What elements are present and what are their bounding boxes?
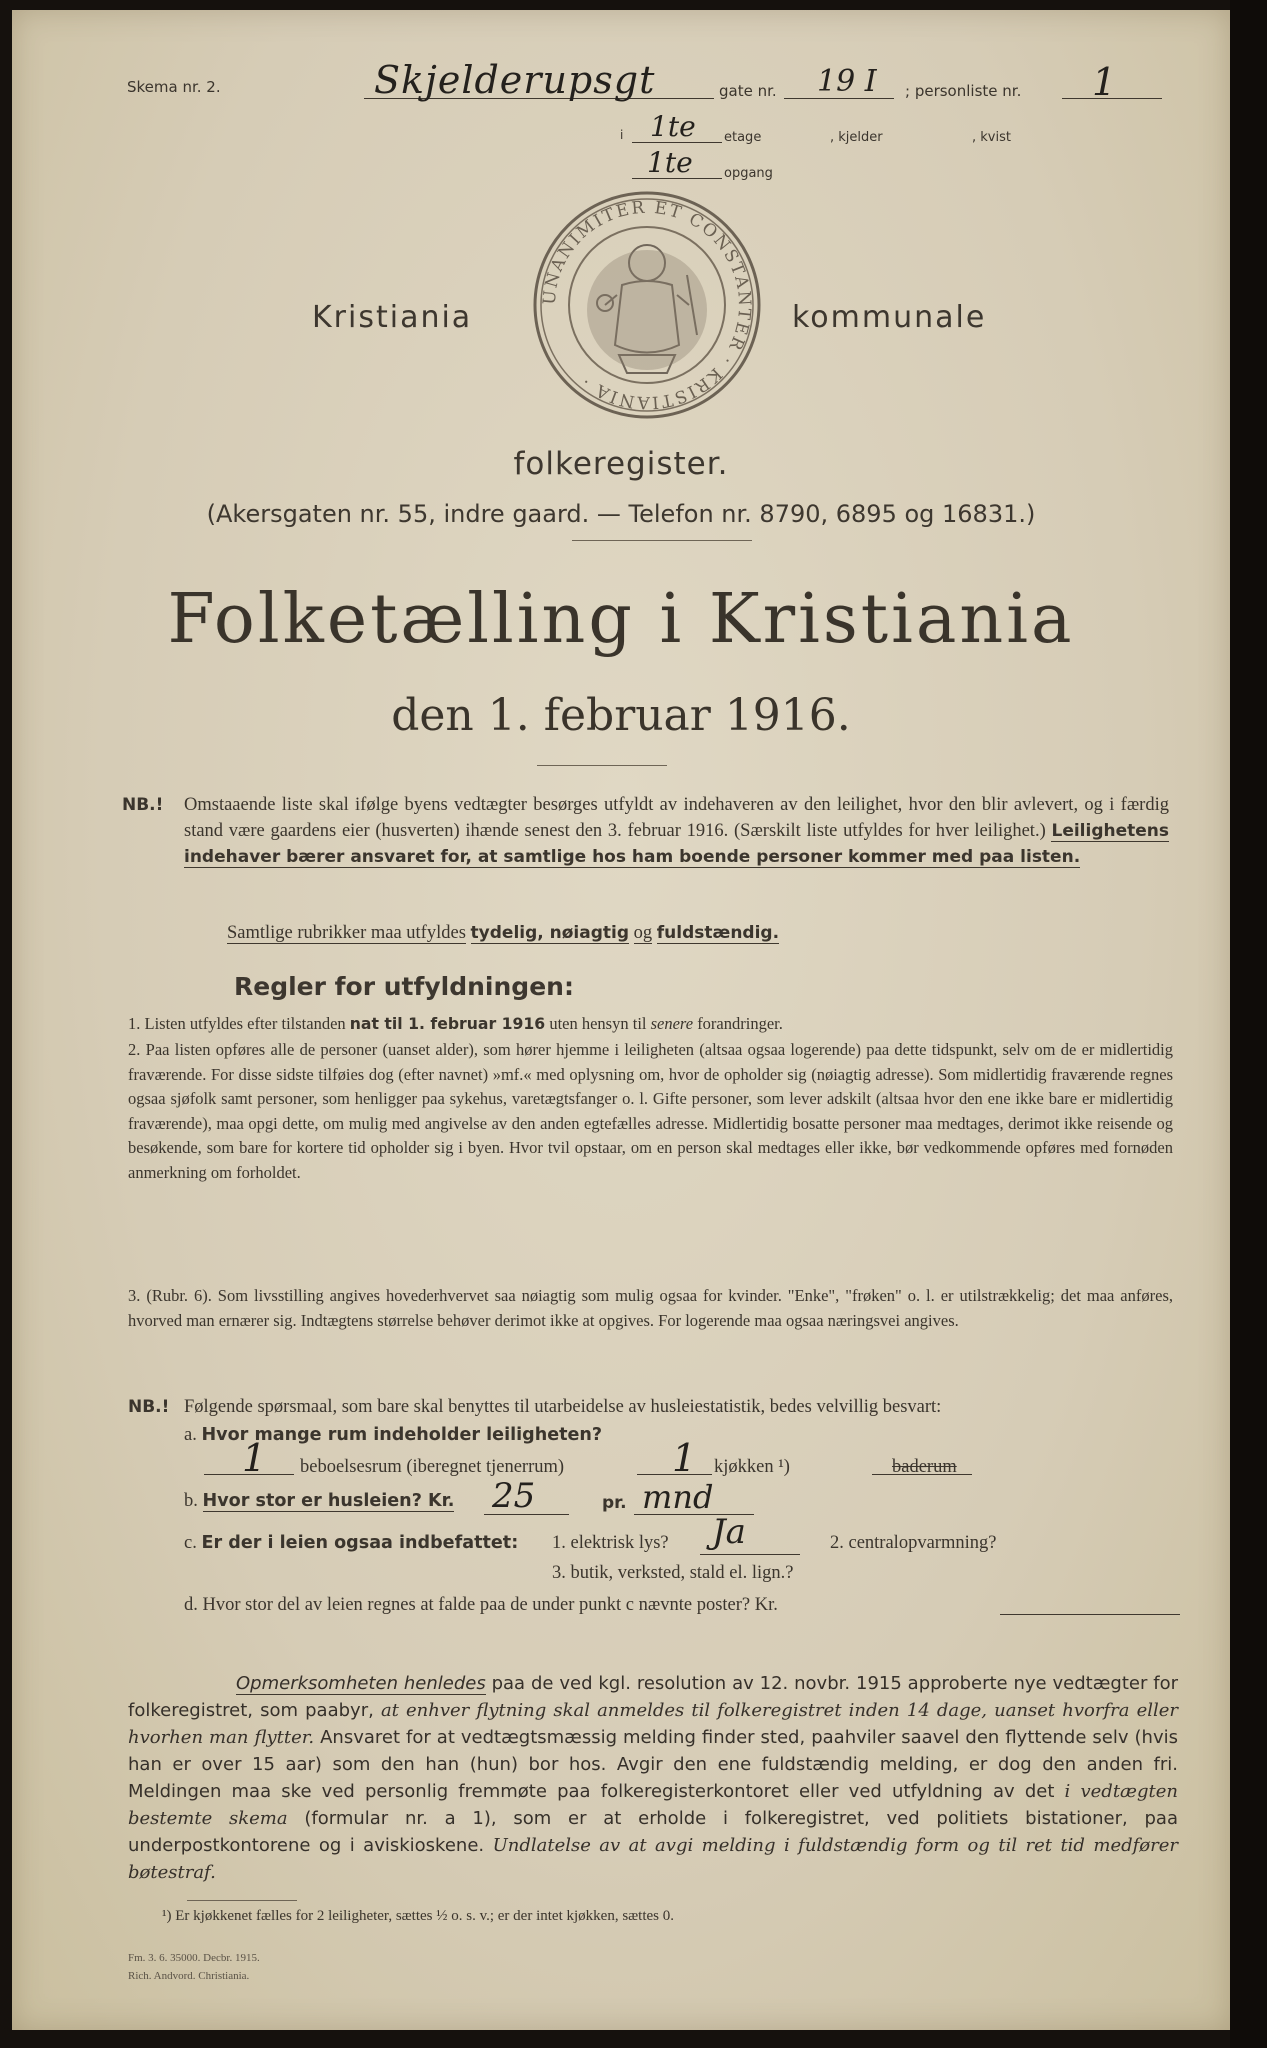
question-c-letter: c.: [184, 1533, 197, 1553]
attention-paragraph: [128, 1670, 1178, 1886]
rule-1-text-c: forandringer.: [697, 1014, 783, 1033]
kvist-label: , kvist: [972, 130, 1011, 145]
nb1-line2-og: og: [633, 923, 653, 943]
shop-label: 3. butik, verksted, stald el. lign.?: [552, 1563, 794, 1583]
etage-label: etage: [724, 130, 762, 145]
gate-number-handwritten: 19 I: [817, 64, 877, 99]
attention-italic-c: Undlatelse av at avgi melding i fuldstændig form og til ret tid medfører bøtestraf.: [128, 1835, 1178, 1883]
nb1-label: NB.!: [122, 795, 164, 815]
printer-line-1: Fm. 3. 6. 35000. Decbr. 1915.: [128, 1952, 260, 1964]
personliste-number-handwritten: 1: [1092, 60, 1117, 104]
rule-2-text: 2. Paa listen opføres alle de personer (uanset alder), som hører hjemme i leiligheten (altsaa ogsaa logerende) paa dette tidspunkt, selv om de er midlertidig fraværende. For disse sidste tilføies dog (efter navnet) »mf.« med oplysning om, hvor de opholder sig (nøiagtig adresse). Som midlertidig fraværende regnes ogsaa sjøfolk samt personer, som henligger paa sykehus, varetægtsfanger o. l. Gifte personer, som lever adskilt (altsaa hvor den ene ikke bare er midlertidig fraværende), maa opgi dette, om mulig med angivelse av den anden egtefælles adresse. Midlertidig bosatte personer maa medtages, derimot ikke reisende og besøkende, som bare for kortere tid opholder sig i byen. Hvor tvil opstaar, om en person skal medtages eller ikke, bør vedkommende opføres med fornøden anmerkning om forholdet.: [128, 1040, 1173, 1182]
attention-text-b: Ansvaret for at vedtægtsmæssig melding finder sted, paahviler saavel den flyttende selv (hvis han er over 15 aar) som den han (hun) bor hos. Avgir den ene fuldstændig melding, er dog den anden fri. Meldingen maa ske ved personlig fremmøte paa folkeregisterkontoret eller ved utfyldning av det: [128, 1727, 1178, 1802]
rule-2: [128, 1038, 1173, 1185]
opgang-label: opgang: [724, 166, 773, 181]
question-d-letter: d.: [184, 1595, 198, 1615]
nb1-line2-a: Samtlige rubrikker maa utfyldes: [227, 923, 466, 943]
rule-1-number: 1.: [128, 1014, 141, 1033]
i-label: i: [620, 128, 624, 142]
rooms-handwritten: 1: [242, 1436, 267, 1480]
question-d: [184, 1592, 778, 1618]
attention-italic-a: at enhver flytning skal anmeldes til folkeregistret inden 14 dage, uanset hvorfra eller hvorhen man flytter.: [128, 1700, 1178, 1748]
attention-text-a: paa de ved kgl. resolution av 12. novbr. 1915 approberte nye vedtægter for folkeregistret, som paabyr,: [128, 1673, 1178, 1721]
nb2-intro: Følgende spørsmaal, som bare skal benyttes til utarbeidelse av husleiestatistik, bedes velvillig besvart:: [184, 1397, 942, 1417]
kitchen-label: kjøkken ¹): [714, 1457, 790, 1477]
etage-handwritten: 1te: [650, 110, 696, 143]
nb2-label: NB.!: [128, 1397, 170, 1417]
rooms-label: beboelsesrum (iberegnet tjenerrum): [300, 1457, 565, 1477]
opgang-handwritten: 1te: [647, 146, 693, 179]
main-title: Folketælling i Kristiania: [167, 580, 1075, 659]
personliste-label: ; personliste nr.: [905, 82, 1022, 100]
electric-field-line: [700, 1554, 800, 1555]
kjelder-label: , kjelder: [830, 130, 883, 145]
kristiania-seal-icon: [527, 185, 767, 425]
nb1-text-a: Omstaaende liste skal ifølge byens vedtægter besørges utfyldt av indehaveren av den leilighet, hvor den blir avlevert, og i færdig stand være gaardens eier (husverten) ihænde senest den 3. februar 1916. (Særskilt liste utfyldes for hver leilighet.): [184, 795, 1169, 841]
rule-1-bold: nat til 1. februar 1916: [349, 1014, 546, 1033]
footnote-divider: [187, 1900, 297, 1901]
date-title: den 1. februar 1916.: [391, 690, 851, 741]
skema-label: Skema nr. 2.: [127, 78, 221, 96]
address-phone-line: (Akersgaten nr. 55, indre gaard. — Telefon nr. 8790, 6895 og 16831.): [206, 500, 1036, 528]
question-a-text: Hvor mange rum indeholder leiligheten?: [201, 1425, 603, 1445]
rent-per-label: pr.: [602, 1493, 627, 1513]
question-a-letter: a.: [184, 1425, 197, 1445]
kr-field-line: [1000, 1614, 1180, 1615]
kristiania-word: Kristiania: [312, 300, 473, 335]
gate-label: gate nr.: [719, 82, 777, 100]
nb1-line2-bold1: tydelig, nøiagtig: [470, 923, 630, 943]
printer-line-2: Rich. Andvord. Christiania.: [128, 1970, 250, 1982]
nb1-paragraph: [184, 792, 1169, 870]
nb1-line2-bold2: fuldstændig.: [656, 923, 780, 943]
rent-handwritten: 25: [492, 1476, 536, 1516]
rule-1-text-a: Listen utfyldes efter tilstanden: [144, 1014, 346, 1033]
period-handwritten: mnd: [642, 1478, 714, 1516]
dark-background-edge: [1230, 0, 1267, 2048]
question-c: [184, 1530, 518, 1556]
nb1-text-bold: Leilighetens indehaver bærer ansvaret for, at samtlige hos ham boende personer kommer med paa listen.: [184, 821, 1170, 867]
heating-label: 2. centralopvarmning?: [830, 1533, 997, 1553]
rule-3-text: 3. (Rubr. 6). Som livsstilling angives hovederhvervet saa nøiagtig som mulig ogsaa for kvinder. "Enke", "frøken" o. l. er utilstrækkelig; det maa anføres, hvorved man ernærer sig. Indtægtens størrelse behøver derimot ikke at opgives. For logerende maa ogsaa næringsvei angives.: [128, 1286, 1173, 1330]
attention-text-c: (formular nr. a 1), som er at erholde i folkeregistret, ved politiets bistationer, paa underpostkontorene og i aviskioskene.: [128, 1808, 1178, 1856]
kommunale-word: kommunale: [792, 300, 987, 335]
rule-1-text-b: uten hensyn til: [549, 1014, 647, 1033]
rule-1-italic: senere: [650, 1014, 694, 1033]
electric-label: 1. elektrisk lys?: [552, 1533, 669, 1553]
seal-text: UNANIMITER ET CONSTANTER · KRISTIANIA ·: [539, 197, 755, 413]
rule-3: [128, 1284, 1173, 1333]
question-c-text: Er der i leien ogsaa indbefattet:: [201, 1533, 519, 1553]
question-b-text: Hvor stor er husleien? Kr.: [202, 1491, 455, 1511]
rules-heading: Regler for utfyldningen:: [234, 972, 574, 1001]
attention-italic-b: i vedtægten bestemte skema: [128, 1781, 1178, 1829]
nb1-second-line: [227, 920, 1127, 946]
kitchen-handwritten: 1: [672, 1436, 697, 1480]
street-name-handwritten: Skjelderupsgt: [374, 58, 656, 102]
folkeregister-title: folkeregister.: [513, 446, 729, 482]
footnote: ¹) Er kjøkkenet fælles for 2 leiligheter, sættes ½ o. s. v.; er der intet kjøkken, sættes 0.: [162, 1908, 674, 1924]
census-form-page: [12, 10, 1230, 2030]
masthead-divider: [572, 540, 752, 541]
question-b: [184, 1488, 454, 1514]
rule-1: [128, 1012, 1173, 1037]
question-d-text: Hvor stor del av leien regnes at falde paa de under punkt c nævnte poster? Kr.: [202, 1595, 778, 1615]
electric-handwritten: Ja: [712, 1512, 746, 1552]
bath-label: baderum: [892, 1457, 957, 1477]
question-b-letter: b.: [184, 1491, 198, 1511]
title-divider: [537, 765, 667, 766]
attention-lead: Opmerksomheten henledes: [236, 1673, 486, 1694]
